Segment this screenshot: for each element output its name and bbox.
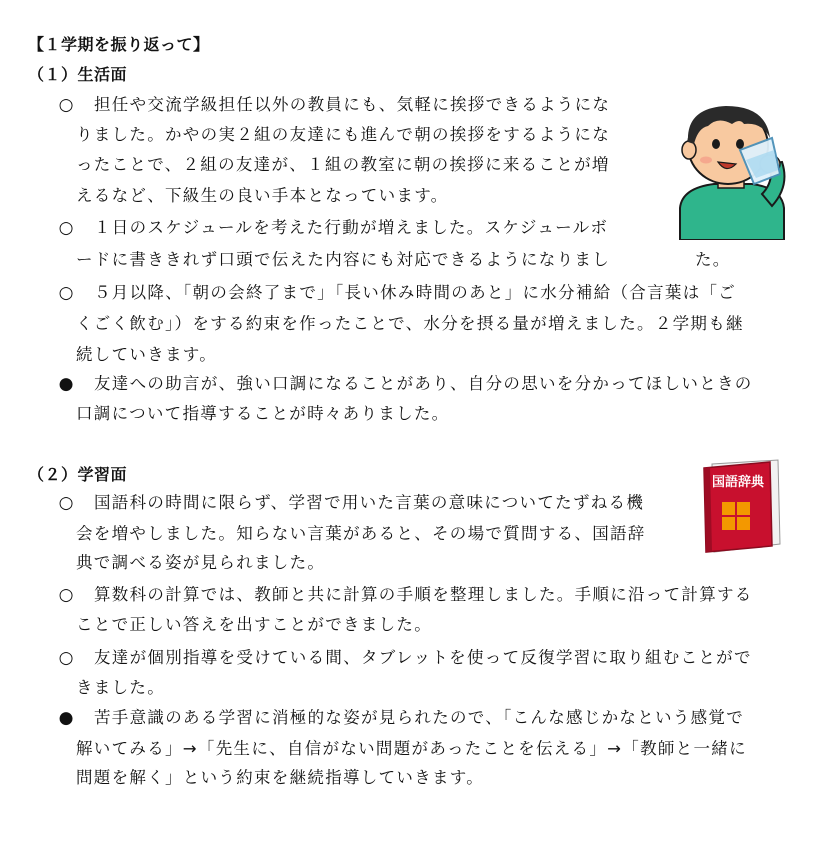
dictionary-book-icon bbox=[700, 458, 782, 554]
item-text-line: 典で調べる姿が見られました。 bbox=[76, 553, 326, 572]
open-circle-bullet: ○ bbox=[58, 218, 74, 238]
boy-drinking-water-icon bbox=[674, 98, 792, 240]
item-text-line: 解いてみる」→「先生に、自信がない問題があったことを伝える」→「教師と一緒に bbox=[76, 739, 747, 758]
filled-circle-bullet: ● bbox=[58, 708, 74, 728]
open-circle-bullet: ○ bbox=[58, 95, 74, 115]
item-text-line: 問題を解く」という約束を継続指導していきます。 bbox=[76, 768, 485, 787]
section-heading-life: （１）生活面 bbox=[28, 65, 128, 84]
item-text-line: 担任や交流学級担任以外の教員にも、気軽に挨拶できるようにな bbox=[94, 95, 611, 114]
item-text-line: ードに書ききれず口頭で伝えた内容にも対応できるようになりまし bbox=[76, 250, 610, 269]
item-text-line: 算数科の計算では、教師と共に計算の手順を整理しました。手順に沿って計算する bbox=[94, 585, 753, 604]
page-title: 【１学期を振り返って】 bbox=[28, 35, 210, 54]
item-text-line: 友達への助言が、強い口調になることがあり、自分の思いを分かってほしいときの bbox=[94, 374, 753, 393]
item-text-line: 友達が個別指導を受けている間、タブレットを使って反復学習に取り組むことがで bbox=[94, 648, 752, 667]
item-text-line: ったことで、２組の友達が、１組の教室に朝の挨拶に来ることが増 bbox=[76, 155, 610, 174]
item-text-line: ５月以降、「朝の会終了まで」「長い休み時間のあと」に水分補給（合言葉は「ご bbox=[94, 283, 737, 302]
open-circle-bullet: ○ bbox=[58, 283, 74, 303]
item-text-line: 苦手意識のある学習に消極的な姿が見られたので、「こんな感じかなという感覚で bbox=[94, 708, 745, 727]
open-circle-bullet: ○ bbox=[58, 585, 74, 605]
item-text-line: 続していきます。 bbox=[76, 345, 218, 364]
item-text-line: 国語科の時間に限らず、学習で用いた言葉の意味についてたずねる機 bbox=[94, 493, 645, 512]
filled-circle-bullet: ● bbox=[58, 374, 74, 394]
item-text-line: １日のスケジュールを考えた行動が増えました。スケジュールボ bbox=[94, 218, 609, 237]
item-text-line: た。 bbox=[695, 250, 731, 269]
open-circle-bullet: ○ bbox=[58, 648, 74, 668]
dictionary-label: 国語辞典 bbox=[711, 475, 765, 490]
item-text-line: 口調について指導することが時々ありました。 bbox=[76, 404, 450, 423]
item-text-line: りました。かやの実２組の友達にも進んで朝の挨拶をするようにな bbox=[76, 125, 610, 144]
section-heading-study: （２）学習面 bbox=[28, 465, 128, 484]
item-text-line: えるなど、下級生の良い手本となっています。 bbox=[76, 186, 449, 205]
item-text-line: 会を増やしました。知らない言葉があると、その場で質問する、国語辞 bbox=[76, 524, 646, 543]
open-circle-bullet: ○ bbox=[58, 493, 74, 513]
item-text-line: ことで正しい答えを出すことができました。 bbox=[76, 615, 432, 634]
item-text-line: くごく飲む」）をする約束を作ったことで、水分を摂る量が増えました。２学期も継 bbox=[76, 314, 744, 333]
item-text-line: きました。 bbox=[76, 678, 165, 697]
